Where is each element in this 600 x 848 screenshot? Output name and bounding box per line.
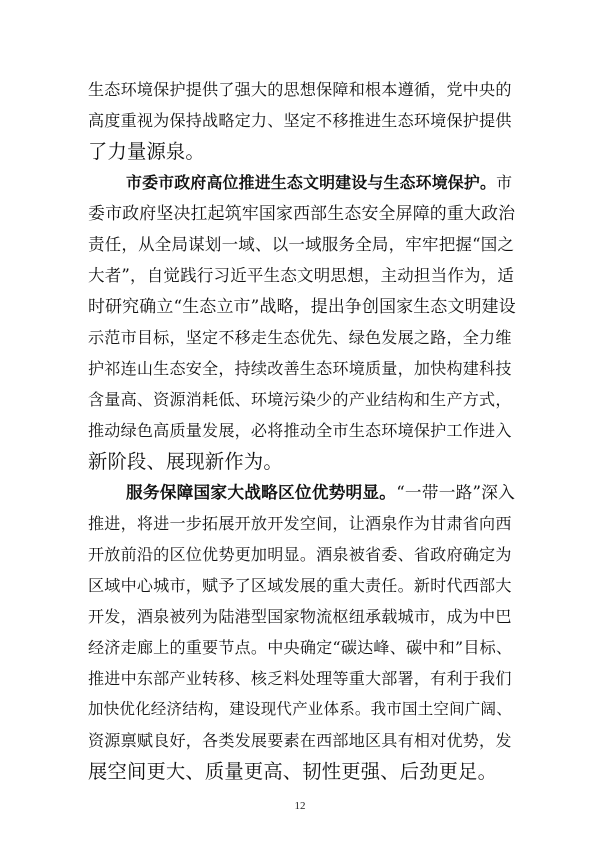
paragraph-2-line: 委市政府坚决扛起筑牢国家西部生态安全屏障的重大政治 [88, 203, 516, 223]
paragraph-3-line: 开发，酒泉被列为陆港型国家物流枢纽承载城市，成为中巴 [88, 607, 512, 626]
paragraph-3-line: 推进，将进一步拓展开放开发空间，让酒泉作为甘肃省向西 [88, 514, 512, 533]
paragraph-2-line: 新阶段、展现新作为。 [88, 450, 283, 473]
paragraph-3-line: 开放前沿的区位优势更加明显。酒泉被省委、省政府确定为 [88, 545, 512, 564]
paragraph-3-line: 推进中东部产业转移、核乏料处理等重大部署，有利于我们 [88, 669, 512, 688]
paragraph-3-line: 区域中心城市，赋予了区域发展的重大责任。新时代西部大 [88, 576, 512, 595]
paragraph-2-heading: 市委市政府高位推进生态文明建设与生态环境保护。 [126, 173, 497, 192]
paragraph-2-line: 责任，从全局谋划一域、以一域服务全局，牢牢把握“国之 [88, 235, 515, 254]
paragraph-1-line-3: 了力量源泉。 [88, 140, 205, 163]
paragraph-1-line-1: 生态环境保护提供了强大的思想保障和根本遵循，党中央的 [88, 80, 512, 99]
paragraph-3-line: 资源禀赋良好，各类发展要素在西部地区具有相对优势，发 [88, 731, 512, 750]
paragraph-2-line: 护祁连山生态安全，持续改善生态环境质量，加快构建科技 [88, 359, 512, 378]
paragraph-3-first-line [126, 477, 516, 508]
paragraph-2-line: 大者”，自觉践行习近平生态文明思想，主动担当作为，适 [88, 266, 515, 285]
paragraph-3-line: 加快优化经济结构，建设现代产业体系。我市国土空间广阔、 [88, 700, 512, 718]
paragraph-3-heading: 服务保障国家大战略区位优势明显。 [126, 482, 397, 502]
paragraph-2-line: 示范市目标，坚定不移走生态优先、绿色发展之路，全力维 [88, 328, 512, 347]
paragraph-2-first-line-rest: 市 [496, 173, 513, 192]
paragraph-3-line: 展空间更大、质量更高、韧性更强、后劲更足。 [88, 760, 498, 783]
paragraph-3-line: 经济走廊上的重要节点。中央确定“碳达峰、碳中和”目标、 [88, 638, 513, 657]
paragraph-3-first-line-rest: “一带一路”深入 [396, 482, 515, 502]
paragraph-2-first-line [126, 167, 516, 198]
paragraph-2-line: 时研究确立“生态立市”战略，提出争创国家生态文明建设 [88, 296, 516, 316]
page-number: 12 [294, 800, 306, 812]
paragraph-2-line: 含量高、资源消耗低、环境污染少的产业结构和生产方式， [88, 390, 512, 409]
paragraph-2-line: 推动绿色高质量发展，必将推动全市生态环境保护工作进入 [88, 421, 512, 440]
paragraph-1-line-2: 高度重视为保持战略定力、坚定不移推进生态环境保护提供 [88, 111, 512, 130]
